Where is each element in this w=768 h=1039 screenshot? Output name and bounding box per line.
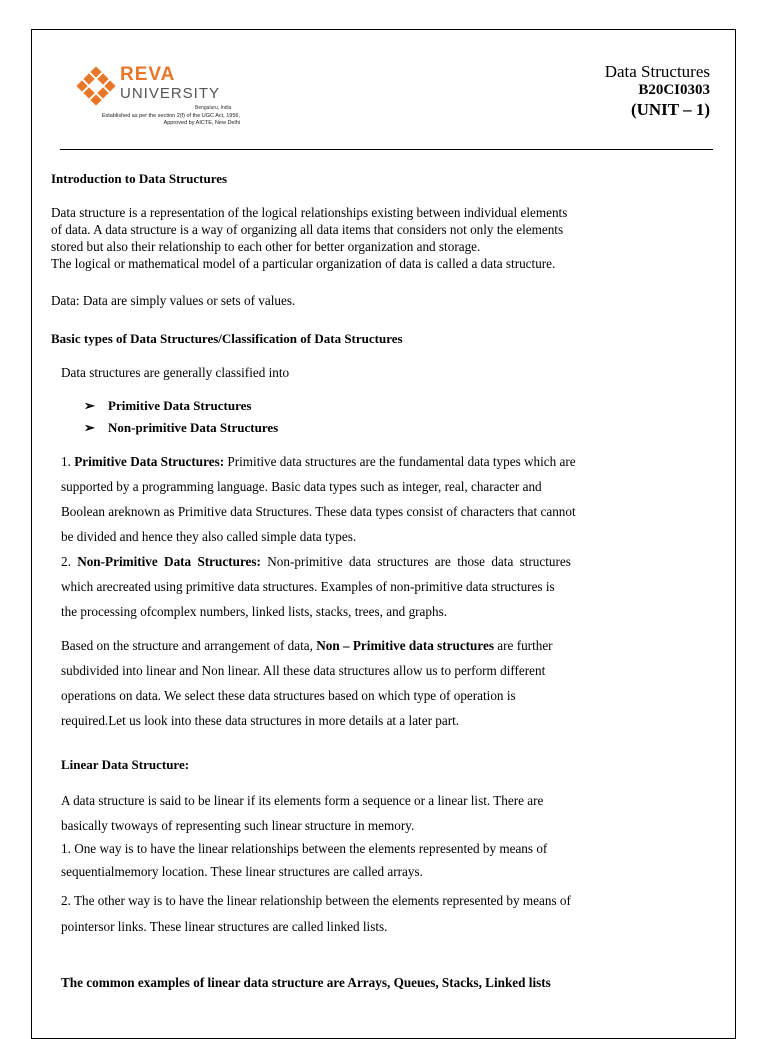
linear-paragraph-cont <box>61 814 681 883</box>
list-item <box>84 420 278 436</box>
based-on-line: operations on data. We select these data structures based on which type of operation is <box>61 688 516 703</box>
linear-line: 1. One way is to have the linear relationships between the elements represented by means of <box>61 841 548 856</box>
arrow-bullet-icon: ➢ <box>84 398 95 413</box>
non-primitive-paragraph <box>61 549 661 624</box>
primitive-text: Primitive data structures are the fundamental data types which are <box>224 454 576 469</box>
linear-line: A data structure is said to be linear if its elements form a sequence or a linear list. There are <box>61 793 544 808</box>
non-primitive-line: the processing ofcomplex numbers, linked lists, stacks, trees, and graphs. <box>61 604 448 619</box>
non-primitive-line: which arecreated using primitive data structures. Examples of non-primitive data structures is <box>61 579 555 594</box>
linear-examples: The common examples of linear data structure are Arrays, Queues, Stacks, Linked lists <box>61 975 551 990</box>
non-primitive-text: Non-primitive data structures are those data structures <box>260 554 571 569</box>
linear-line: basically twoways of representing such linear structure in memory. <box>61 818 415 833</box>
header-divider <box>60 149 713 150</box>
non-primitive-line <box>61 549 661 574</box>
primitive-line: Boolean areknown as Primitive data Structures. These data types consist of characters that cannot <box>61 504 576 519</box>
primitive-number: 1. <box>61 454 75 469</box>
linear-paragraph-second <box>61 888 681 940</box>
logo-city: Bengaluru, India <box>195 105 232 111</box>
primitive-line: be divided and hence they also called simple data types. <box>61 529 357 544</box>
primitive-paragraph <box>61 449 681 549</box>
logo-established-line2: Approved by AICTE, New Delhi <box>163 120 240 126</box>
list-item <box>84 398 251 414</box>
course-title: Data Structures <box>604 62 710 81</box>
based-on-line: subdivided into linear and Non linear. All these data structures allow us to perform different <box>61 663 546 678</box>
classification-lead: Data structures are generally classified into <box>61 365 290 380</box>
intro-line: of data. A data structure is a way of organizing all data items that considers not only the elements <box>51 222 564 237</box>
based-on-bold: Non – Primitive data structures <box>316 638 494 653</box>
intro-line: stored but also their relationship to each other for better organization and storage. <box>51 239 481 254</box>
non-primitive-number: 2. <box>61 554 78 569</box>
logo-name-bottom: UNIVERSITY <box>120 85 221 102</box>
primitive-line: supported by a programming language. Basic data types such as integer, real, character and <box>61 479 542 494</box>
linear-line: 2. The other way is to have the linear relationship between the elements represented by means of <box>61 893 571 908</box>
reva-emblem-icon <box>76 66 116 106</box>
list-item-label: Non-primitive Data Structures <box>108 420 279 435</box>
linear-line: sequentialmemory location. These linear structures are called arrays. <box>61 864 423 879</box>
reva-university-logo <box>76 64 256 130</box>
primitive-line <box>61 449 681 474</box>
data-definition: Data: Data are simply values or sets of values. <box>51 293 296 308</box>
logo-established <box>72 113 240 127</box>
based-on-line: required.Let us look into these data structures in more details at a later part. <box>61 713 460 728</box>
intro-line: The logical or mathematical model of a particular organization of data is called a data structure. <box>51 256 556 271</box>
based-on-tail: are further <box>494 638 553 653</box>
based-on-paragraph <box>61 633 671 733</box>
linear-heading: Linear Data Structure: <box>61 757 190 772</box>
classification-heading: Basic types of Data Structures/Classification of Data Structures <box>51 331 403 346</box>
logo-name-top: REVA <box>120 64 176 85</box>
intro-heading: Introduction to Data Structures <box>51 171 228 186</box>
arrow-bullet-icon: ➢ <box>84 420 95 435</box>
course-code: B20CI0303 <box>638 82 710 98</box>
intro-paragraph <box>51 204 691 272</box>
linear-paragraph <box>61 788 681 813</box>
linear-line: pointersor links. These linear structures are called linked lists. <box>61 919 388 934</box>
intro-line: Data structure is a representation of the logical relationships existing between individual elements <box>51 205 568 220</box>
based-on-line <box>61 633 671 658</box>
list-item-label: Primitive Data Structures <box>108 398 252 413</box>
primitive-term: Primitive Data Structures: <box>74 454 225 469</box>
unit-label: (UNIT – 1) <box>630 100 710 119</box>
non-primitive-term: Non-Primitive Data Structures: <box>77 554 261 569</box>
logo-established-line1: Established as per the section 2(f) of the UGC Act, 1956, <box>101 113 240 119</box>
based-on-lead: Based on the structure and arrangement of data, <box>61 638 317 653</box>
